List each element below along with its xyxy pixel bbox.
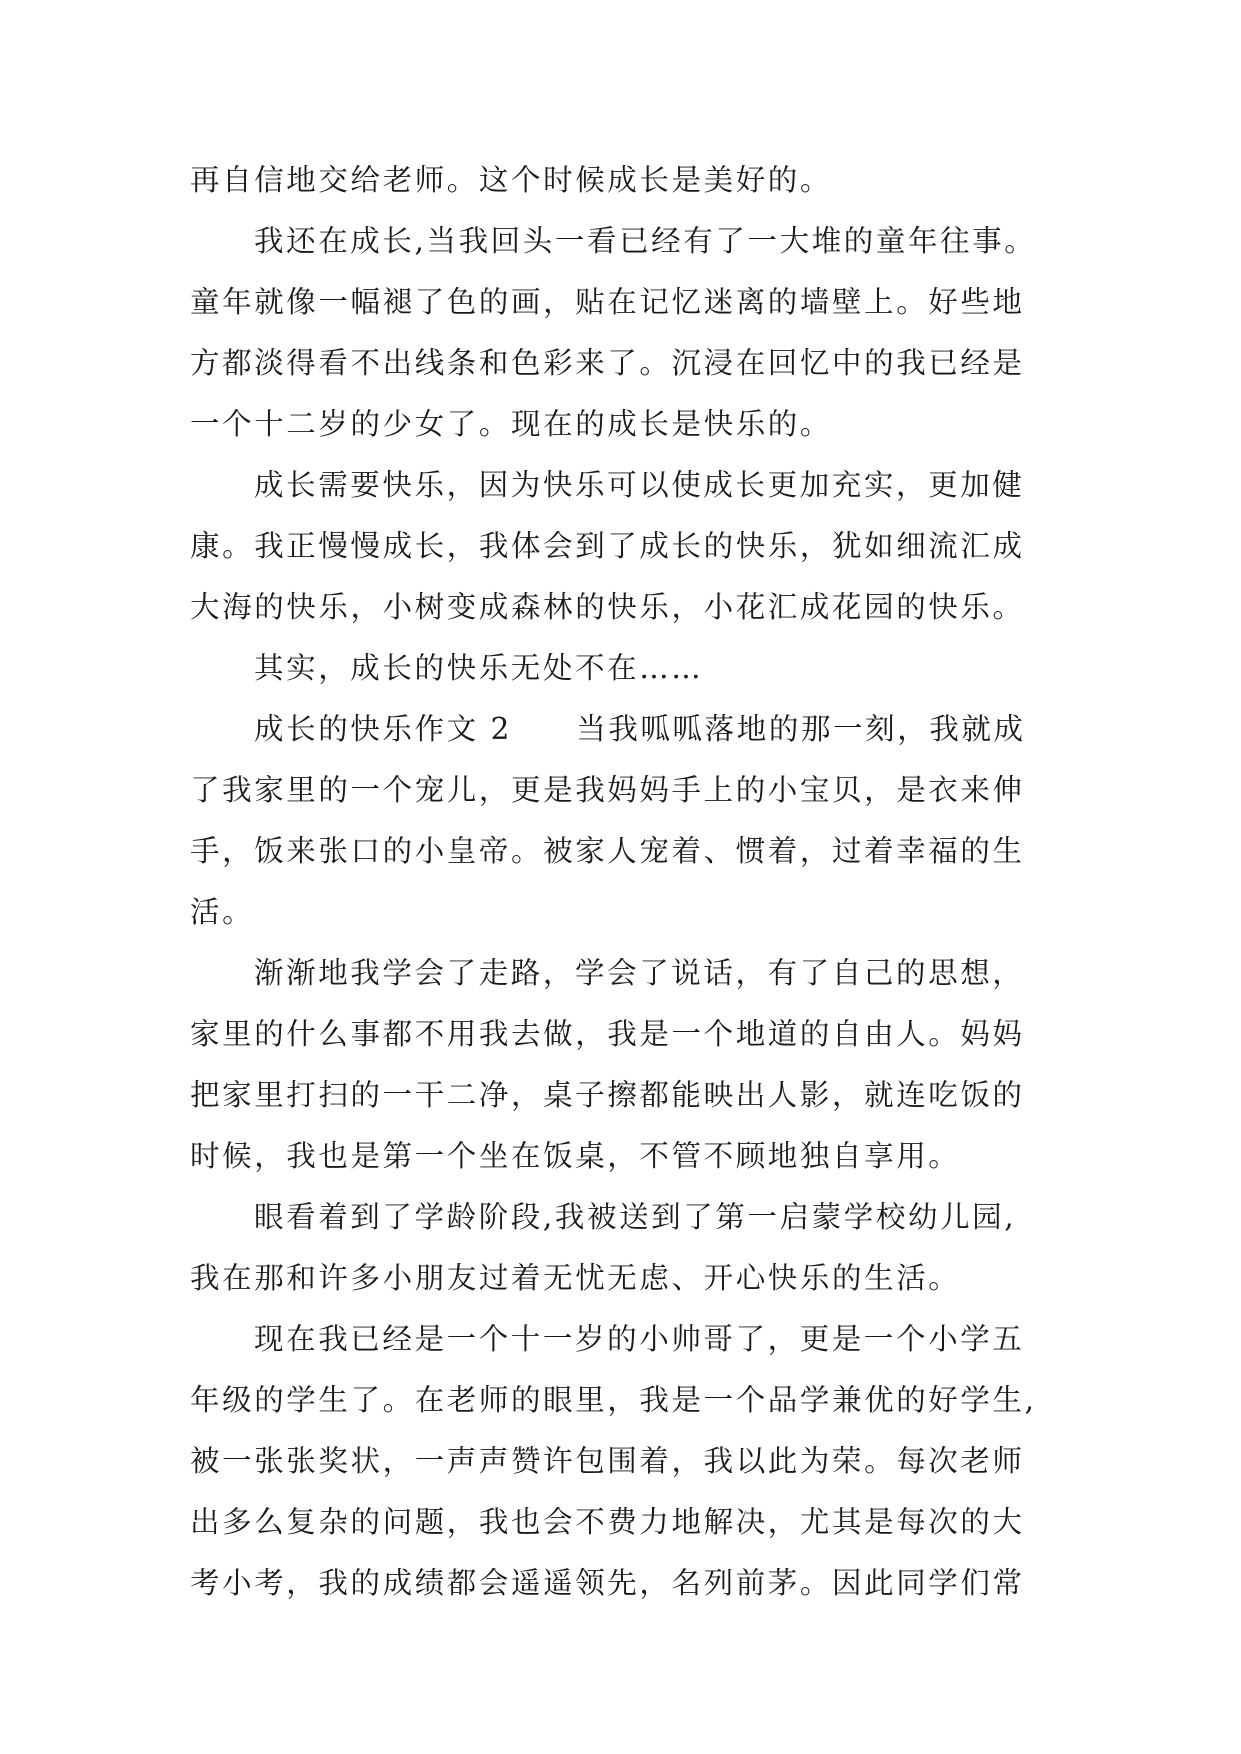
text-line: 成长需要快乐，因为快乐可以使成长更加充实，更加健: [254, 468, 1025, 502]
text-line: 年级的学生了。在老师的眼里，我是一个品学兼优的好学生,: [190, 1383, 1037, 1417]
text-line: 活。: [190, 895, 255, 929]
text-line: 把家里打扫的一干二净，桌子擦都能映出人影，就连吃饭的: [190, 1078, 1025, 1112]
text-line: 成长的快乐作文 2 当我呱呱落地的那一刻，我就成: [254, 712, 1026, 746]
text-line: 再自信地交给老师。这个时候成长是美好的。: [190, 163, 833, 197]
text-line: 手，饭来张口的小皇帝。被家人宠着、惯着，过着幸福的生: [190, 834, 1025, 868]
text-line: 现在我已经是一个十一岁的小帅哥了，更是一个小学五: [254, 1322, 1025, 1356]
text-line: 渐渐地我学会了走路，学会了说话，有了自己的思想，: [254, 956, 1025, 990]
essay-body: [190, 150, 1060, 1614]
text-line: 我在那和许多小朋友过着无忧无虑、开心快乐的生活。: [190, 1261, 961, 1295]
text-line: 时候，我也是第一个坐在饭桌，不管不顾地独自享用。: [190, 1139, 961, 1173]
text-line: 考小考，我的成绩都会遥遥领先，名列前茅。因此同学们常: [190, 1566, 1025, 1600]
text-line: 其实，成长的快乐无处不在……: [254, 651, 704, 685]
text-line: 出多么复杂的问题，我也会不费力地解决，尤其是每次的大: [190, 1505, 1025, 1539]
text-line: 方都淡得看不出线条和色彩来了。沉浸在回忆中的我已经是: [190, 346, 1025, 380]
text-line: 我还在成长,当我回头一看已经有了一大堆的童年往事。: [254, 224, 1037, 258]
text-line: 了我家里的一个宠儿，更是我妈妈手上的小宝贝，是衣来伸: [190, 773, 1025, 807]
text-line: 一个十二岁的少女了。现在的成长是快乐的。: [190, 407, 833, 441]
text-line: 眼看着到了学龄阶段,我被送到了第一启蒙学校幼儿园,: [254, 1200, 1017, 1234]
text-line: 大海的快乐，小树变成森林的快乐，小花汇成花园的快乐。: [190, 590, 1025, 624]
text-line: 家里的什么事都不用我去做，我是一个地道的自由人。妈妈: [190, 1017, 1025, 1051]
text-line: 被一张张奖状，一声声赞许包围着，我以此为荣。每次老师: [190, 1444, 1025, 1478]
text-line: 康。我正慢慢成长，我体会到了成长的快乐，犹如细流汇成: [190, 529, 1025, 563]
text-line: 童年就像一幅褪了色的画，贴在记忆迷离的墙壁上。好些地: [190, 285, 1025, 319]
